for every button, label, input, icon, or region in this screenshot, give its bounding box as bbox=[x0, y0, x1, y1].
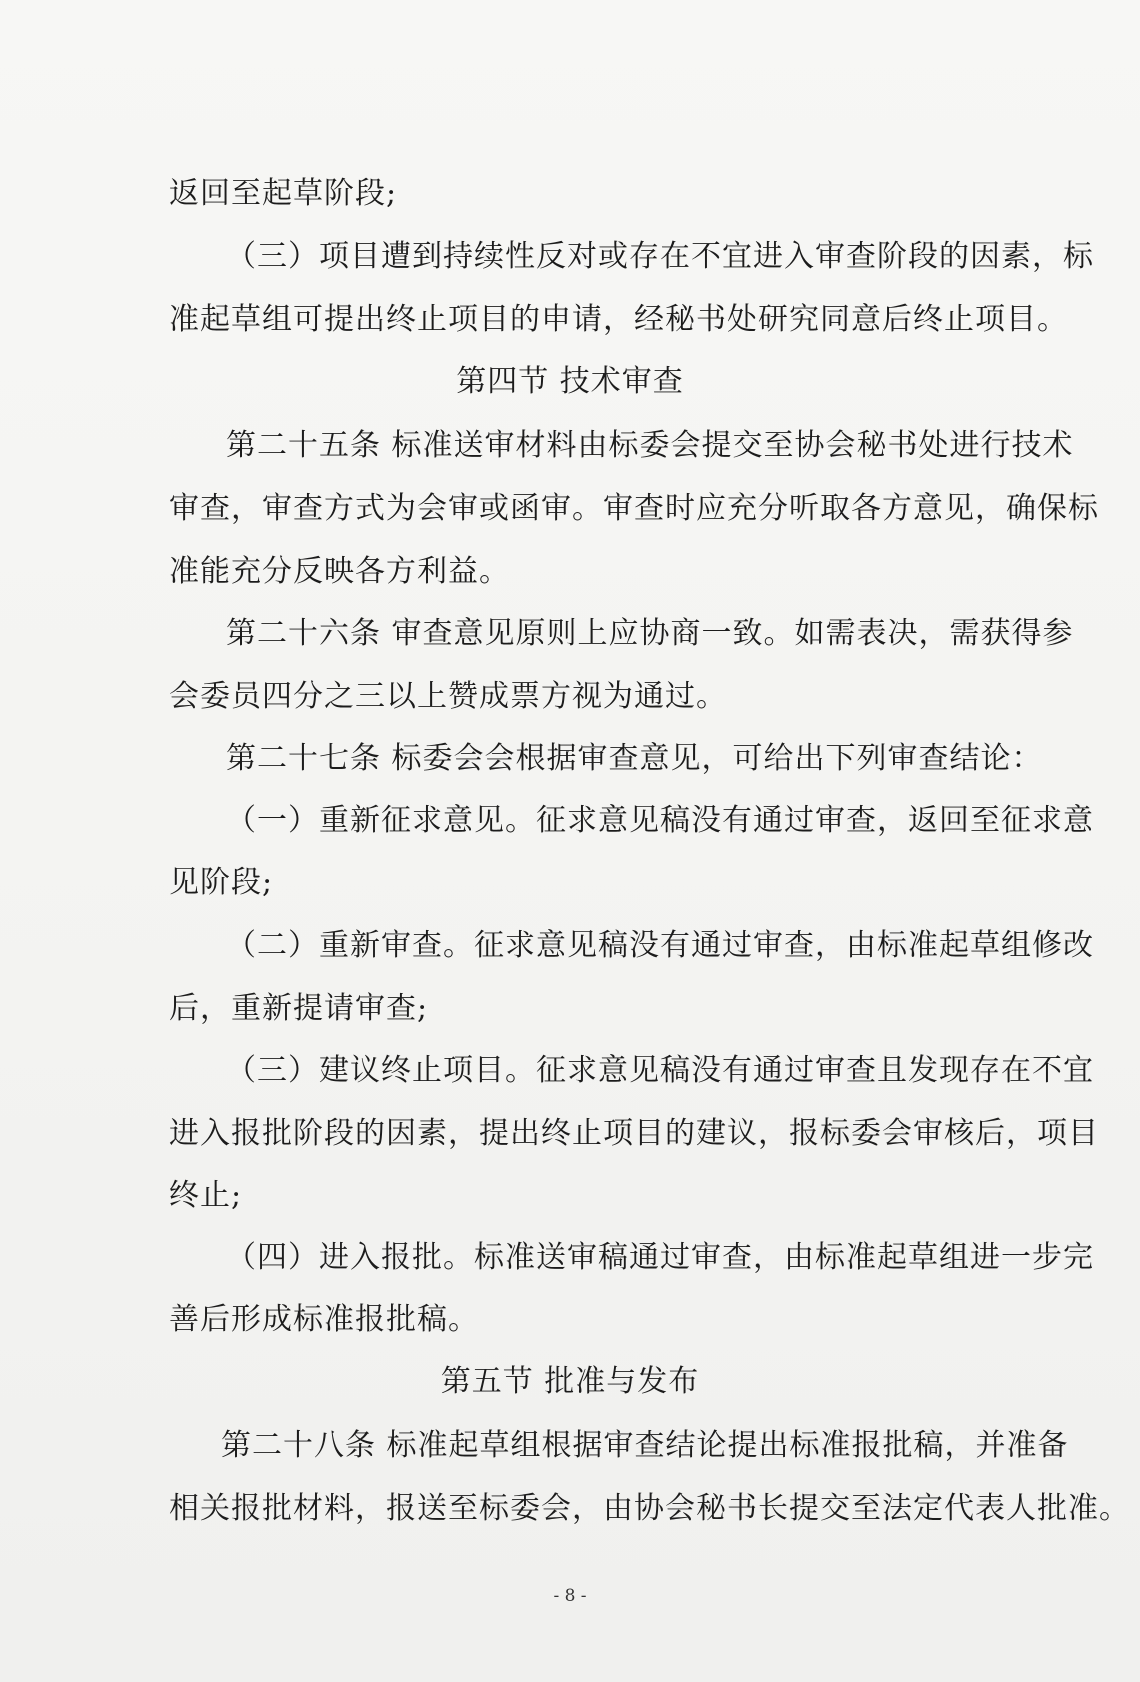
text-line: 会委员四分之三以上赞成票方视为通过。 bbox=[169, 679, 727, 714]
text-line: 终止; bbox=[169, 1178, 243, 1213]
text-line: 准起草组可提出终止项目的申请，经秘书处研究同意后终止项目。 bbox=[169, 302, 1068, 337]
section-heading: 第五节 批准与发布 bbox=[440, 1364, 700, 1399]
text-line: （三）项目遭到持续性反对或存在不宜进入审查阶段的因素，标 bbox=[226, 239, 1094, 274]
text-line: 后，重新提请审查; bbox=[169, 991, 429, 1026]
text-line: （四）进入报批。标准送审稿通过审查，由标准起草组进一步完 bbox=[226, 1240, 1094, 1275]
text-line: 返回至起草阶段; bbox=[169, 176, 398, 211]
text-line: （三）建议终止项目。征求意见稿没有通过审查且发现存在不宜 bbox=[226, 1053, 1094, 1088]
text-line: 第二十七条 标委会会根据审查意见，可给出下列审查结论： bbox=[226, 741, 1043, 776]
text-line: 第二十六条 审查意见原则上应协商一致。如需表决，需获得参 bbox=[226, 616, 1074, 651]
text-line: 准能充分反映各方利益。 bbox=[169, 554, 510, 589]
text-line: 第二十八条 标准起草组根据审查结论提出标准报批稿，并准备 bbox=[221, 1428, 1069, 1463]
text-line: 善后形成标准报批稿。 bbox=[169, 1302, 479, 1337]
text-line: 审查，审查方式为会审或函审。审查时应充分听取各方意见，确保标 bbox=[169, 491, 1099, 526]
text-line: 进入报批阶段的因素，提出终止项目的建议，报标委会审核后，项目 bbox=[169, 1116, 1099, 1151]
section-heading: 第四节 技术审查 bbox=[456, 364, 684, 399]
text-line: 见阶段; bbox=[169, 865, 274, 900]
text-line: （二）重新审查。征求意见稿没有通过审查，由标准起草组修改 bbox=[226, 928, 1094, 963]
text-line: 相关报批材料，报送至标委会，由协会秘书长提交至法定代表人批准。 bbox=[169, 1491, 1130, 1526]
text-line: 第二十五条 标准送审材料由标委会提交至协会秘书处进行技术 bbox=[226, 428, 1074, 463]
page-number: - 8 - bbox=[553, 1586, 587, 1606]
text-line: （一）重新征求意见。征求意见稿没有通过审查，返回至征求意 bbox=[226, 803, 1094, 838]
